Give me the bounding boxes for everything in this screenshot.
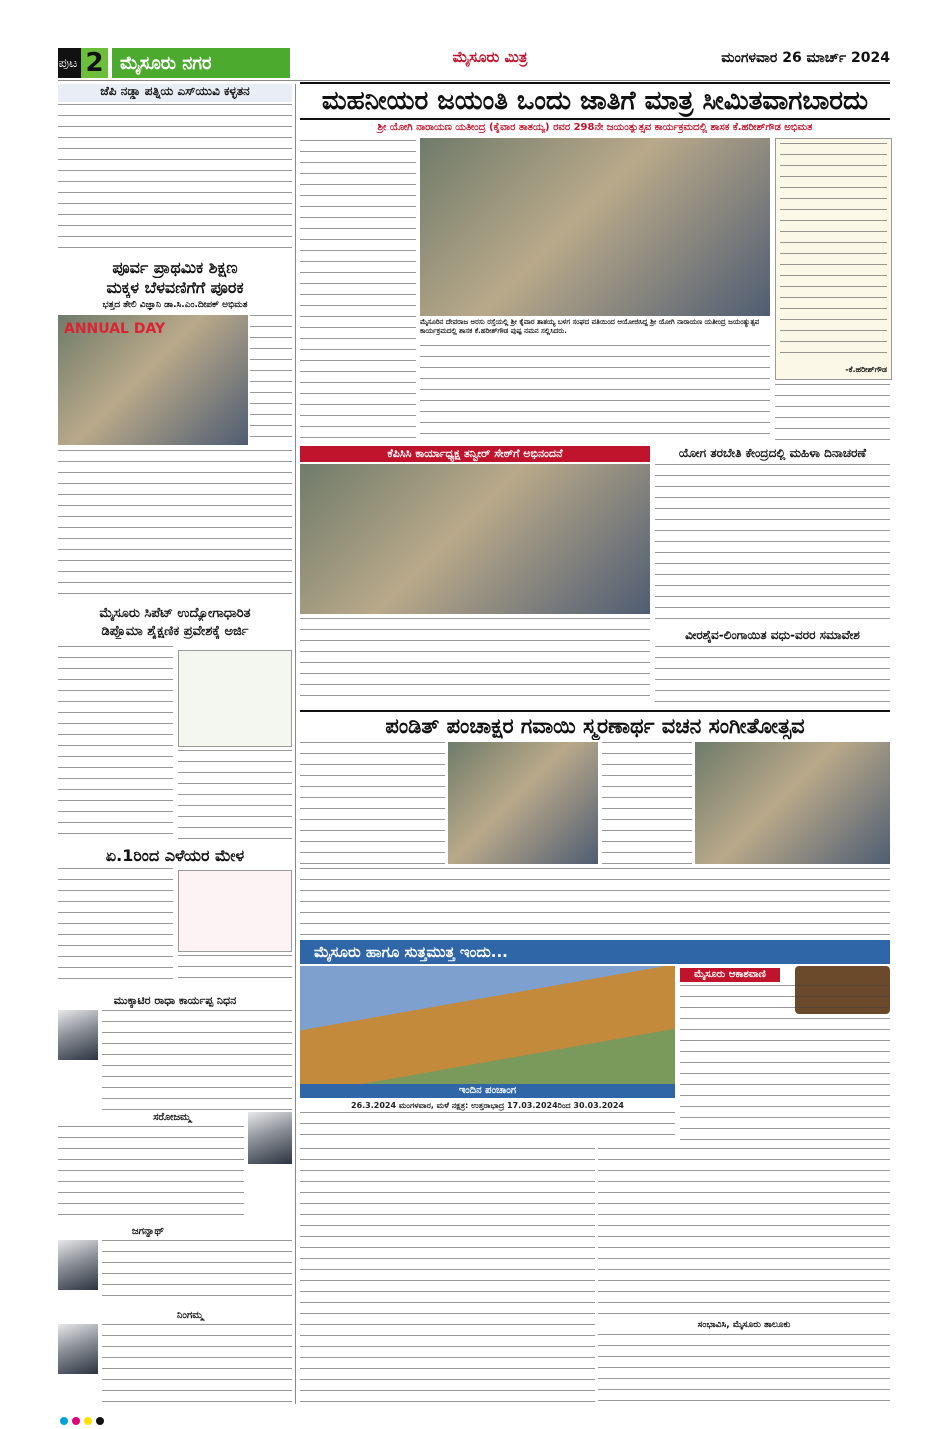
story3-headline-1: ಮೈಸೂರು ಸಿಪೆಟ್ ಉದ್ಯೋಗಾಧಾರಿತ xyxy=(99,606,251,621)
yoga-body xyxy=(655,464,890,624)
quote-signature: -ಕೆ.ಹರೀಶ್‌ಗೌಡ xyxy=(845,365,887,374)
panchanga-head: ಇಂದಿನ ಪಂಚಾಂಗ xyxy=(300,1084,675,1098)
events-list-1 xyxy=(300,1148,595,1404)
vachana-caption xyxy=(602,742,692,864)
veerashaiva-headline: ವೀರಶೈವ-ಲಿಂಗಾಯಿತ ವಧು-ವರರ ಸಮಾವೇಶ xyxy=(685,628,860,642)
color-registration-marks xyxy=(60,1410,108,1429)
story3-headline-2: ಡಿಪ್ಲೊಮಾ ಶೈಕ್ಷಣಿಕ ಪ್ರವೇಶಕ್ಕೆ ಅರ್ಜಿ xyxy=(101,624,249,639)
cipet-info-box xyxy=(178,650,292,747)
akashvani-body xyxy=(680,985,890,1145)
palace-photo xyxy=(300,966,675,1084)
story4-highlight-box xyxy=(178,870,292,952)
story4-body xyxy=(58,868,173,988)
panchanga-date: 26.3.2024 ಮಂಗಳವಾರ, ಮಳೆ ನಕ್ಷತ್ರ: ಉತ್ತರಾಭಾದ್ರ 17.03.2024ರಿಂದ 30.03.2024 xyxy=(351,1101,624,1110)
lead-body-2 xyxy=(420,345,770,440)
column-divider xyxy=(295,84,296,1404)
vachana-headline: ಪಂಡಿತ್ ಪಂಚಾಕ್ಷರ ಗವಾಯಿ ಸ್ಮರಣಾರ್ಥ ವಚನ ಸಂಗೀತೋತ್ಸವ xyxy=(300,710,890,740)
obit1-body xyxy=(102,1010,292,1110)
events-list-3 xyxy=(598,1334,890,1404)
annual-day-photo xyxy=(58,315,248,445)
story3-body-1 xyxy=(58,646,173,842)
header-rule xyxy=(58,80,890,81)
obit1-headline: ಮುಕ್ಕಾಟಿರ ರಾಧಾ ಕಾರ್ಯಪ್ಪ ನಿಧನ xyxy=(113,994,237,1007)
issue-date: ಮಂಗಳವಾರ 26 ಮಾರ್ಚ್ 2024 xyxy=(721,50,890,66)
story2-headline-2: ಮಕ್ಕಳ ಬೆಳವಣಿಗೆಗೆ ಪೂರಕ xyxy=(106,278,244,297)
story1-body xyxy=(58,104,292,254)
vachana-body-1 xyxy=(300,742,445,864)
obit3-photo xyxy=(58,1240,98,1290)
obit3-body xyxy=(102,1240,292,1306)
events-list-2 xyxy=(598,1148,890,1318)
kpcc-photo xyxy=(300,464,650,614)
district-head: ಸಂಭಾವಿಸಿ, ಮೈಸೂರು ತಾಲೂಕು xyxy=(697,1320,791,1330)
masthead: ಮೈಸೂರು ಮಿತ್ರ xyxy=(452,48,528,66)
events-banner: ಮೈಸೂರು ಹಾಗೂ ಸುತ್ತಮುತ್ತ ಇಂದು... xyxy=(300,940,890,964)
lead-caption: ಮೈಸೂರಿನ ದೇವರಾಜ ಅರಸು ರಸ್ತೆಯಲ್ಲಿ ಶ್ರೀ ಕೈವಾರ ತಾತಯ್ಯ ಬಳಗ ಸಂಘದ ವತಿಯಿಂದ ಆಯೋಜಿಸಿದ್ದ ಶ್ರೀ ಯೋಗಿ ನಾರಾಯಣ ಯತೀಂದ್ರ ಜಯಂತ್ಯುತ್ಸವ ಕಾರ್ಯಕ್ರಮದಲ್ಲಿ ಶಾಸಕ ಕೆ.ಹರೀಶ್‌ಗೌಡ ಪುಷ್ಪ ನಮನ ಸಲ್ಲಿಸಿದರು. xyxy=(420,318,760,335)
panchanga-body xyxy=(300,1112,675,1142)
story1-headline: ಜೆಪಿ ನಡ್ಡಾ ಪತ್ನಿಯ ಎಸ್‌ಯುವಿ ಕಳ್ಳತನ xyxy=(100,84,250,98)
page-number-box xyxy=(58,48,108,78)
obit2-name: ಸರೋಜಮ್ಮ xyxy=(153,1112,191,1123)
story4-body-2 xyxy=(178,955,292,988)
obit2-body xyxy=(58,1126,244,1222)
lead-headline: ಮಹನೀಯರ ಜಯಂತಿ ಒಂದು ಜಾತಿಗೆ ಮಾತ್ರ ಸೀಮಿತವಾಗಬಾರದು xyxy=(300,82,890,120)
obit3-name: ಜಗನ್ನಾಥ್ xyxy=(131,1226,165,1237)
obit2-photo xyxy=(248,1112,292,1164)
obit4-photo xyxy=(58,1324,98,1374)
story2-body xyxy=(58,450,292,600)
story4-headline: ಏ.1ರಿಂದ ಎಳೆಯರ ಮೇಳ xyxy=(105,846,245,865)
obit4-name: ನಿಂಗಮ್ಮ xyxy=(176,1310,204,1321)
story2-headline-1: ಪೂರ್ವ ಪ್ರಾಥಮಿಕ ಶಿಕ್ಷಣ xyxy=(112,258,238,277)
akashvani-head: ಮೈಸೂರು ಆಕಾಶವಾಣಿ xyxy=(680,968,780,982)
veerashaiva-body xyxy=(655,646,890,704)
lead-photo xyxy=(420,138,770,316)
lead-subhead: ಶ್ರೀ ಯೋಗಿ ನಾರಾಯಣ ಯತೀಂದ್ರ (ಕೈವಾರ ತಾತಯ್ಯ) ರವರ 298ನೇ ಜಯಂತ್ಯುತ್ಸವ ಕಾರ್ಯಕ್ರಮದಲ್ಲಿ ಶಾಸಕ ಕೆ.ಹರೀಶ್‌ಗೌಡ ಅಭಿಮತ xyxy=(377,122,813,133)
vachana-photo-1 xyxy=(448,742,598,864)
story3-body-2 xyxy=(178,750,292,842)
obit1-photo xyxy=(58,1010,98,1060)
section-title: ಮೈಸೂರು ನಗರ xyxy=(112,48,290,78)
lead-body-3 xyxy=(775,384,890,440)
kpcc-headline: ಕೆಪಿಸಿಸಿ ಕಾರ್ಯಾಧ್ಯಕ್ಷ ತನ್ವೀರ್ ಸೇಠ್‌ಗೆ ಅಭಿನಂದನೆ xyxy=(300,446,650,462)
story2-caption xyxy=(250,315,292,445)
annual-day-banner: ANNUAL DAY xyxy=(64,321,166,337)
vachana-photo-2 xyxy=(695,742,890,864)
lead-body-1 xyxy=(300,140,416,440)
kpcc-caption xyxy=(300,618,650,704)
page-label: ಪುಟ xyxy=(58,55,78,71)
obit4-body xyxy=(102,1324,292,1404)
story2-subhead: ಭತ್ತದ ತೇಲಿ ವಿಜ್ಞಾನಿ ಡಾ.ಸಿ.ಎಂ.ದೀಪಕ್ ಅಭಿಮತ xyxy=(102,300,248,310)
page-number: 2 xyxy=(81,48,107,78)
legislator-quote-box xyxy=(775,138,892,380)
yoga-headline: ಯೋಗ ತರಬೇತಿ ಕೇಂದ್ರದಲ್ಲಿ ಮಹಿಳಾ ದಿನಾಚರಣೆ xyxy=(678,446,867,460)
vachana-body-2 xyxy=(300,868,890,936)
